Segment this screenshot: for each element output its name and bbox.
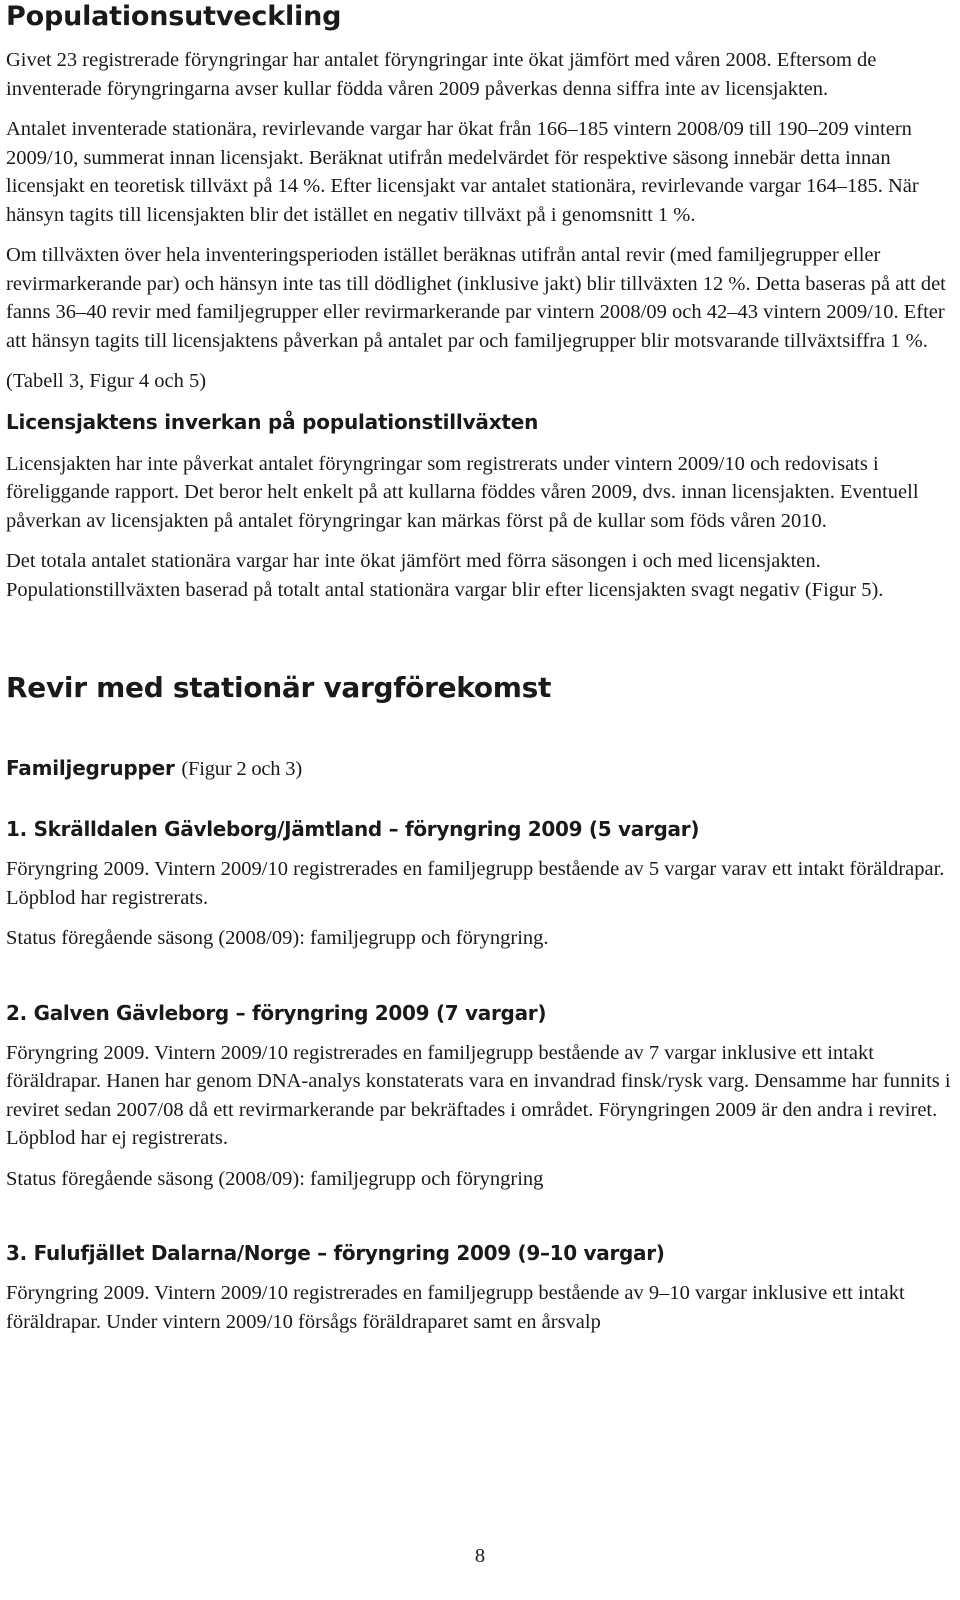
- page-number: 8: [474, 1545, 486, 1567]
- paragraph: Om tillväxten över hela inventeringsperioden istället beräknas utifrån antal revir (med familjegrupper eller revirmarkerande par) och hänsyn inte tas till dödlighet (inklusive jakt) blir tillväxten 12 %. Detta baseras på att det fanns 36–40 revir med familjegrupper eller revirmarkerande par vintern 2008/09 och 42–43 vintern 2009/10. Efter att hänsyn tagits till licensjaktens påverkan på antalet par och familjegrupper blir motsvarande tillväxtsiffra 1 %.: [6, 244, 946, 352]
- subheading-familjegrupper-label: Familjegrupper: [6, 756, 175, 780]
- territory-heading: 2. Galven Gävleborg – föryngring 2009 (7 vargar): [6, 1000, 547, 1025]
- paragraph-figure-reference: (Tabell 3, Figur 4 och 5): [6, 370, 207, 392]
- paragraph: Antalet inventerade stationära, revirlevande vargar har ökat från 166–185 vintern 2008/09 till 190–209 vintern 2009/10, summerat innan licensjakt. Beräknat utifrån medelvärdet för respektive säsong innebär detta innan licensjakt en teoretisk tillväxt på 14 %. Efter licensjakt var antalet stationära, revirlevande vargar 164–185. När hänsyn tagits till licensjakten blir det istället en negativ tillväxt på i genomsnitt 1 %.: [6, 118, 919, 226]
- paragraph: Givet 23 registrerade föryngringar har antalet föryngringar inte ökat jämfört med våren 2008. Eftersom de inventerade föryngringarna avser kullar födda våren 2009 påverkas denna siffra inte av licensjakten.: [6, 49, 877, 100]
- paragraph: Det totala antalet stationära vargar har inte ökat jämfört med förra säsongen i och med licensjakten. Populationstillväxten baserad på totalt antal stationära vargar blir efter licensjakten svagt negativ (Figur 5).: [6, 550, 884, 601]
- section-heading-licensjaktens-inverkan: Licensjaktens inverkan på populationstillväxten: [6, 409, 539, 434]
- territory-heading: 1. Skrälldalen Gävleborg/Jämtland – föryngring 2009 (5 vargar): [6, 817, 700, 841]
- subheading-familjegrupper: [6, 754, 952, 783]
- paragraph: Licensjakten har inte påverkat antalet föryngringar som registrerats under vintern 2009/10 och redovisats i föreliggande rapport. Det beror helt enkelt på att kullarna föddes våren 2009, dvs. innan licensjakten. Eventuell påverkan av licensjakten på antalet föryngringar kan märkas först på de kullar som föds våren 2010.: [6, 452, 919, 532]
- section-heading-revir: Revir med stationär vargförekomst: [6, 671, 552, 704]
- paragraph: Status föregående säsong (2008/09): familjegrupp och föryngring: [6, 1167, 544, 1190]
- subheading-figure-reference: (Figur 2 och 3): [181, 758, 302, 780]
- section-heading-populationsutveckling: Populationsutveckling: [6, 1, 342, 32]
- paragraph: Föryngring 2009. Vintern 2009/10 registrerades en familjegrupp bestående av 5 vargar varav ett intakt föräldrapar. Löpblod har registrerats.: [6, 858, 945, 909]
- paragraph: Status föregående säsong (2008/09): familjegrupp och föryngring.: [6, 927, 549, 949]
- territory-heading: 3. Fulufjället Dalarna/Norge – föryngring 2009 (9–10 vargar): [6, 1241, 665, 1265]
- paragraph: Föryngring 2009. Vintern 2009/10 registrerades en familjegrupp bestående av 9–10 vargar inklusive ett intakt föräldrapar. Under vintern 2009/10 försågs föräldraparet samt en årsvalp: [6, 1282, 905, 1333]
- paragraph: Föryngring 2009. Vintern 2009/10 registrerades en familjegrupp bestående av 7 vargar inklusive ett intakt föräldrapar. Hanen har genom DNA-analys konstaterats vara en invandrad finsk/rysk varg. Densamme har funnits i reviret sedan 2007/08 då ett revirmarkerande par bekräftades i området. Föryngringen 2009 är den andra i reviret. Löpblod har ej registrerats.: [6, 1041, 951, 1149]
- page-content: [6, 0, 952, 1348]
